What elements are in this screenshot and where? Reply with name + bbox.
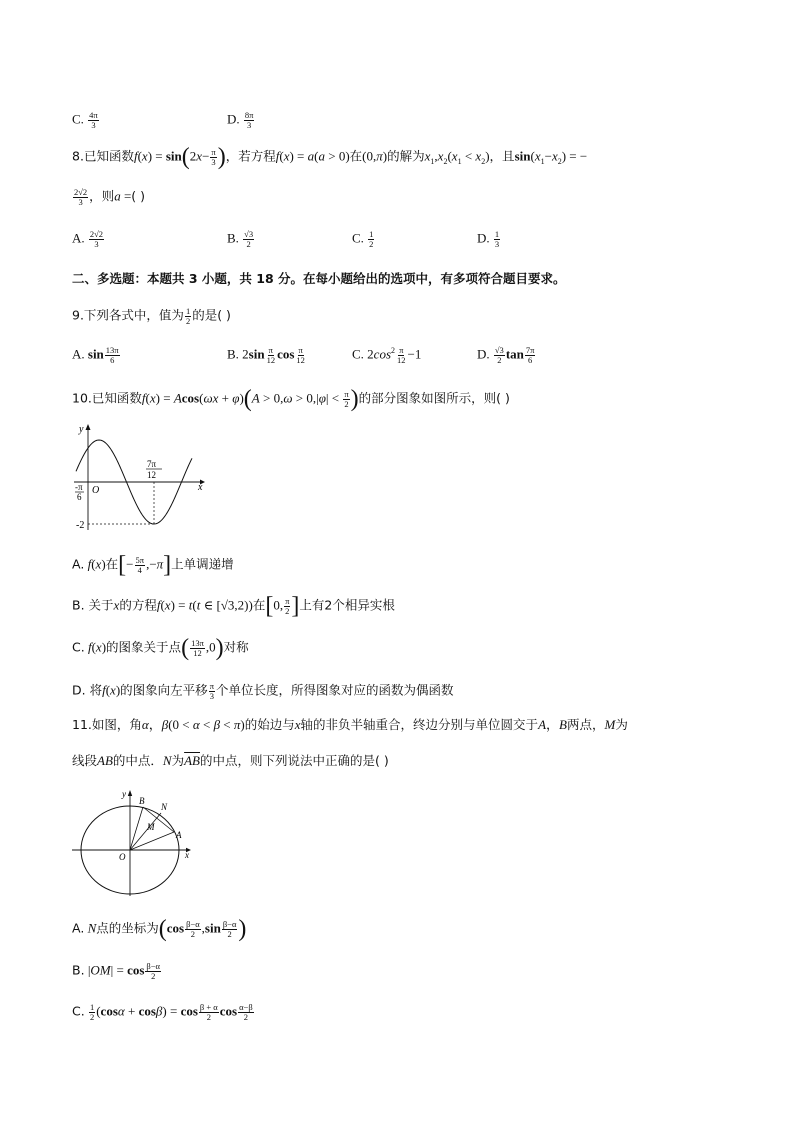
q9-option-a[interactable]: A. sin $\frac{13\pi}{6}$	[72, 345, 119, 365]
neg-pi-label: -π	[75, 482, 83, 492]
fraction: $\frac{4\pi}{3}$	[89, 110, 98, 130]
q8-stem-line1: 8.已知函数f(x) = sin(2x− $\frac{\pi}{3}$ )，若方程f(x) = a(a > 0)在(0,π)的解为$x_1,x_2(x_1 < x_2)$，且$\sin(x_1-x_2)$ = −	[72, 144, 588, 170]
q11-graph	[70, 786, 194, 898]
option-label: D.	[227, 111, 240, 127]
q8-option-c[interactable]: C. $\frac{1}{2}$	[352, 229, 374, 249]
origin-label: O	[119, 852, 126, 862]
six-label: 6	[77, 492, 82, 502]
y-label: y	[79, 424, 84, 435]
y-label: y	[122, 789, 126, 799]
point-m-label: M	[147, 822, 155, 832]
q9-option-d[interactable]: D. $\frac{√3}{2}$ tan $\frac{7\pi}{6}$	[477, 345, 535, 365]
q7-option-d[interactable]	[227, 111, 255, 130]
q8-option-b[interactable]: B. $\frac{√3}{2}$	[227, 229, 254, 249]
fraction: $\frac{8\pi}{3}$	[244, 110, 254, 130]
option-label: C.	[72, 111, 84, 127]
point-a-label: A	[176, 830, 182, 840]
twelve-label: 12	[147, 470, 156, 480]
segment-oa	[130, 832, 174, 850]
x-label: x	[198, 482, 203, 493]
q10-option-c[interactable]: C. f(x)的图象关于点( $\frac{13\pi}{12}$ ,0)对称	[72, 635, 249, 661]
q9-option-c[interactable]: C. $2\cos^2$ $\frac{\pi}{12}$ −1	[352, 345, 422, 365]
q11-option-b[interactable]: B. |OM| = cos $\frac{\beta-\alpha}{2}$	[72, 961, 160, 981]
q7-option-c[interactable]	[72, 111, 100, 130]
seven-pi-label: 7π	[147, 459, 157, 469]
q10-option-a[interactable]: A. f(x)在[− $\frac{5\pi}{4}$ ,−π]上单调递增	[72, 552, 234, 578]
q10-stem: 10.已知函数f(x) = Acos(ωx + φ)(A > 0,ω > 0,|φ| < $\frac{\pi}{2}$ )的部分图象如图所示，则( )	[72, 386, 510, 412]
segment-on	[130, 813, 161, 850]
q9-option-b[interactable]: B. 2sin $\frac{\pi}{12}$ cos $\frac{\pi}{12}$	[227, 345, 305, 365]
q11-stem-line1: 11.如图，角α，β(0 < α < β < π)的始边与x轴的非负半轴重合，终边分别与单位圆交于A，B两点，M为	[72, 717, 628, 732]
q10-option-d[interactable]: D. 将f(x)的图象向左平移 $\frac{\pi}{3}$ 个单位长度，所得图象对应的函数为偶函数	[72, 681, 454, 701]
segment-ob	[130, 807, 143, 850]
q11-stem-line2: 线段AB的中点．N为$\overline{AB}$的中点，则下列说法中正确的是( )	[72, 753, 389, 768]
origin-label: O	[92, 485, 100, 496]
point-b-label: B	[139, 796, 145, 806]
minus-two-label: -2	[76, 520, 85, 531]
q11-option-a[interactable]: A. N点的坐标为(cos $\frac{\beta-\alpha}{2}$ ,sin $\frac{\beta-\alpha}{2}$ )	[72, 916, 247, 942]
q10-graph	[70, 420, 210, 532]
q10-option-b[interactable]: B. 关于x的方程f(x) = t(t ∈ [√3,2))在[0, $\frac{\pi}{2}$ ]上有2个相异实根	[72, 593, 395, 619]
q8-option-d[interactable]: D. $\frac{1}{3}$	[477, 229, 500, 249]
q8-stem-line2: $\frac{2√2}{3}$ ，则a =( )	[74, 187, 146, 207]
point-n-label: N	[161, 802, 168, 812]
q8-option-a[interactable]: A. $\frac{2√2}{3}$	[72, 229, 104, 249]
x-label: x	[185, 850, 189, 860]
q9-stem: 9.下列各式中，值为 $\frac{1}{2}$ 的是( )	[72, 306, 231, 326]
q11-option-c[interactable]: C. $\frac{1}{2}$ (cosα + cosβ) = cos $\frac{\beta + \alpha}{2}$ cos $\frac{\alpha-\beta}{2}$	[72, 1002, 253, 1022]
section-title: 二、多选题：本题共 3 小题，共 18 分。在每小题给出的选项中，有多项符合题目要求。	[72, 271, 566, 286]
